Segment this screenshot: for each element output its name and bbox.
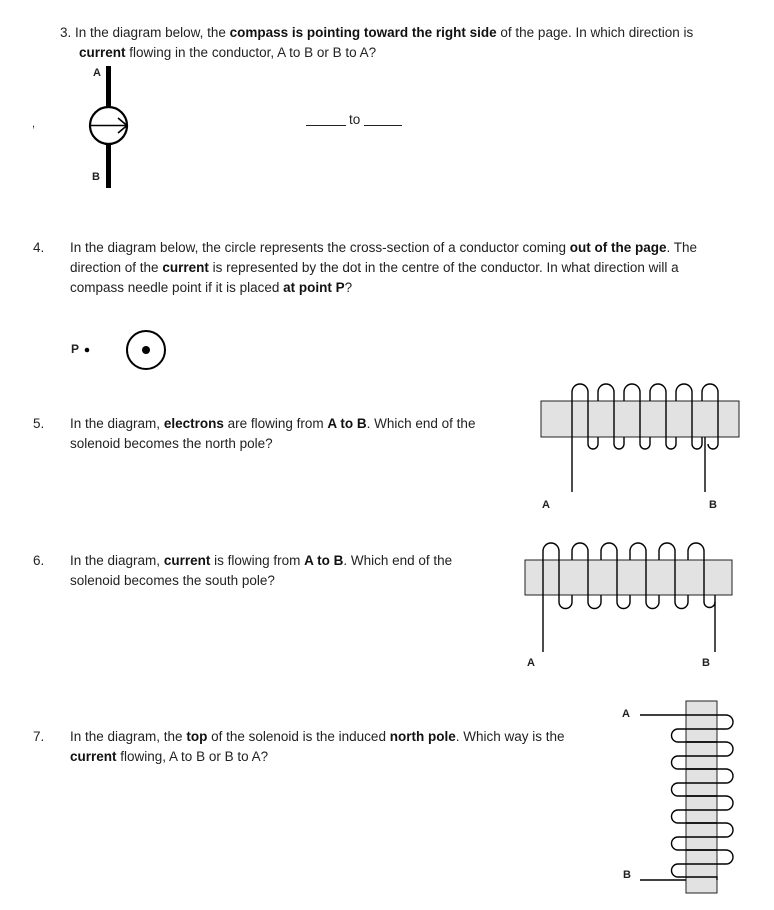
q6-label-b: B — [702, 657, 710, 669]
q5-number: 5. — [33, 416, 45, 431]
q6-bold-a-to-b: A to B — [304, 553, 344, 568]
q4-number: 4. — [33, 240, 45, 255]
q7-label-b: B — [623, 869, 631, 881]
q7-solenoid-diagram — [636, 700, 740, 896]
q3-margin-mark: , — [32, 118, 36, 130]
q4-line-1: In the diagram below, the circle represents the cross-section of a conductor coming out of the page. The — [70, 240, 698, 255]
q5-text — [70, 414, 520, 454]
q3-text — [60, 23, 760, 63]
q5-line-1: In the diagram, electrons are flowing from A to B. Which end of the — [70, 416, 476, 431]
q6-solenoid-diagram — [524, 540, 736, 660]
q3-conductor-bottom — [106, 143, 111, 188]
q3-line-1: 3. In the diagram below, the compass is pointing toward the right side of the page. In which direction is — [60, 25, 694, 40]
q3-conductor-diagram — [80, 66, 140, 188]
q6-label-a: A — [527, 657, 535, 669]
q5-label-b: B — [709, 499, 717, 511]
q4-bold-current: current — [162, 260, 209, 275]
q5-bold-a-to-b: A to B — [327, 416, 367, 431]
q6-line-1: In the diagram, current is flowing from A to B. Which end of the — [70, 553, 453, 568]
q4-line-3: compass needle point if it is placed at point P? — [70, 280, 353, 295]
q4-current-dot-icon — [142, 346, 150, 354]
q5-line-2: solenoid becomes the north pole? — [70, 436, 273, 451]
q4-point-p-dot — [85, 348, 90, 353]
q5-coil-windings — [572, 384, 718, 492]
q5-label-a: A — [542, 499, 550, 511]
q6-line-2: solenoid becomes the south pole? — [70, 573, 275, 588]
q6-solenoid-core — [525, 560, 732, 595]
q4-line-2: direction of the current is represented by the dot in the centre of the conductor. In what direction will a — [70, 260, 679, 275]
q4-conductor-diagram — [80, 328, 170, 372]
q7-bold-north-pole: north pole — [389, 729, 456, 744]
q3-bold-compass: compass is pointing toward the right side — [229, 25, 497, 40]
q7-line-2: current flowing, A to B or B to A? — [70, 749, 269, 764]
q7-line-1: In the diagram, the top of the solenoid is the induced north pole. Which way is the — [70, 729, 565, 744]
q3-label-b: B — [92, 171, 100, 183]
q6-text — [70, 551, 510, 591]
q3-line-2: current flowing in the conductor, A to B or B to A? — [79, 45, 377, 60]
q6-bold-current: current — [163, 553, 211, 568]
q3-bold-current: current — [79, 45, 126, 60]
q3-answer-to: to — [349, 112, 361, 127]
q7-label-a: A — [622, 708, 630, 720]
q7-text — [70, 727, 610, 767]
q7-bold-top: top — [186, 729, 208, 744]
q7-bold-current: current — [70, 749, 117, 764]
q5-solenoid-diagram — [540, 382, 745, 502]
q3-label-a: A — [93, 67, 101, 79]
q6-coil-windings — [543, 543, 715, 652]
q5-bold-electrons: electrons — [163, 416, 224, 431]
q7-number: 7. — [33, 729, 45, 744]
q4-bold-out-of-page: out of the page — [569, 240, 667, 255]
q6-number: 6. — [33, 553, 45, 568]
q3-answer-blank — [306, 110, 402, 130]
q4-bold-point-p: at point P — [283, 280, 345, 295]
q3-conductor-top — [106, 66, 111, 108]
q4-point-label: P — [71, 342, 80, 356]
q4-text — [70, 238, 760, 298]
q3-number: 3. — [60, 25, 72, 40]
